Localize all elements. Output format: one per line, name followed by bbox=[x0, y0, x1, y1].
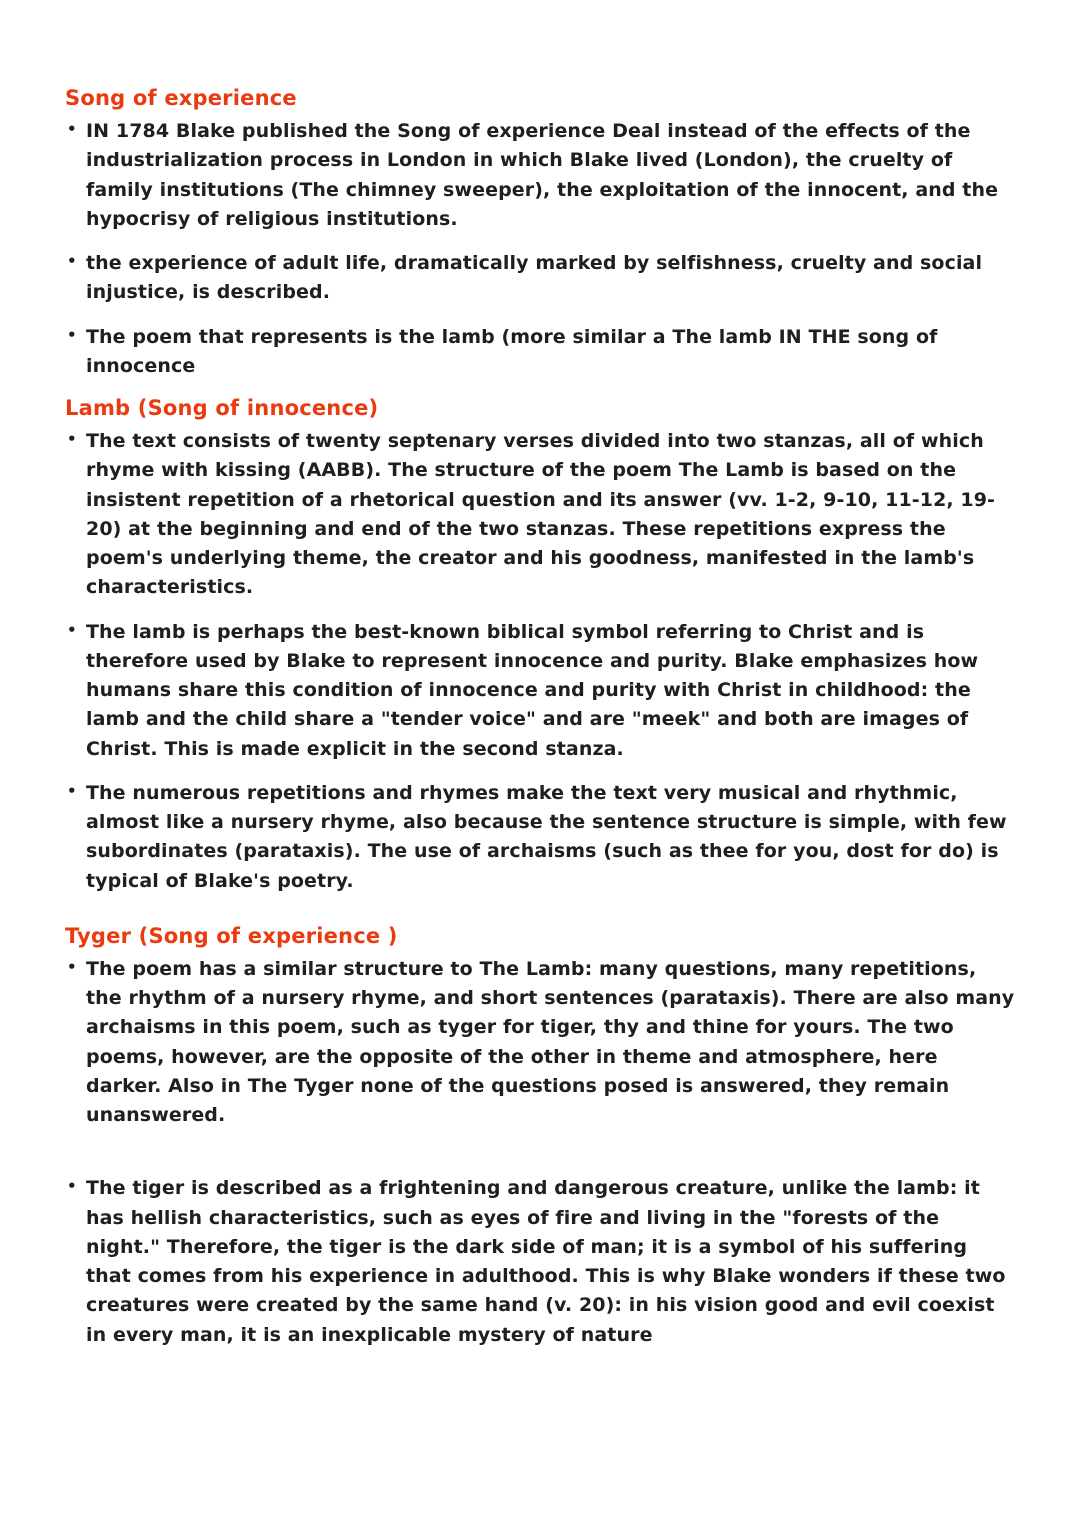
bullet-item: • The tiger is described as a frightening and dangerous creature, unlike the lamb: it has hellish characteristics, such as eyes of fire and living in the "forests of the night." Therefore, the tiger is the dark side of man; it is a symbol of his suffering that comes from his experience in adulthood. This is why Blake wonders if these two creatures were created by the same hand (v. 20): in his vision good and evil coexist in every man, it is an inexplicable mystery of nature bbox=[65, 1174, 1016, 1350]
bullet-list bbox=[65, 427, 1016, 896]
section-lamb-song-of-innocence bbox=[65, 396, 1016, 896]
section-heading-tyger: Tyger (Song of experience ) bbox=[65, 923, 398, 948]
section-heading-song-of-experience: Song of experience bbox=[65, 86, 297, 110]
bullet-item: • The numerous repetitions and rhymes make the text very musical and rhythmic, almost like a nursery rhyme, also because the sentence structure is simple, with few subordinates (parataxis). The use of archaisms (such as thee for you, dost for do) is typical of Blake's poetry. bbox=[65, 779, 1016, 896]
bullet-item: • The lamb is perhaps the best-known biblical symbol referring to Christ and is therefore used by Blake to represent innocence and purity. Blake emphasizes how humans share this condition of innocence and purity with Christ in childhood: the lamb and the child share a "tender voice" and are "meek" and both are images of Christ. This is made explicit in the second stanza. bbox=[65, 618, 1016, 764]
bullet-item: • The text consists of twenty septenary verses divided into two stanzas, all of which rhyme with kissing (AABB). The structure of the poem The Lamb is based on the insistent repetition of a rhetorical question and its answer (vv. 1-2, 9-10, 11-12, 19-20) at the beginning and end of the two stanzas. These repetitions express the poem's underlying theme, the creator and his goodness, manifested in the lamb's characteristics. bbox=[65, 427, 1016, 603]
bullet-item: • The poem that represents is the lamb (more similar a The lamb IN THE song of innocence bbox=[65, 323, 1016, 382]
bullet-item: • the experience of adult life, dramatically marked by selfishness, cruelty and social injustice, is described. bbox=[65, 249, 1016, 308]
bullet-item: • The poem has a similar structure to The Lamb: many questions, many repetitions, the rhythm of a nursery rhyme, and short sentences (parataxis). There are also many archaisms in this poem, such as tyger for tiger, thy and thine for yours. The two poems, however, are the opposite of the other in theme and atmosphere, here darker. Also in The Tyger none of the questions posed is answered, they remain unanswered. bbox=[65, 955, 1016, 1131]
bullet-item: • IN 1784 Blake published the Song of experience Deal instead of the effects of the industrialization process in London in which Blake lived (London), the cruelty of family institutions (The chimney sweeper), the exploitation of the innocent, and the hypocrisy of religious institutions. bbox=[65, 117, 1016, 234]
section-heading-lamb: Lamb (Song of innocence) bbox=[65, 396, 379, 420]
bullet-list bbox=[65, 955, 1016, 1350]
bullet-list bbox=[65, 117, 1016, 381]
section-song-of-experience bbox=[65, 86, 1016, 381]
section-tyger-song-of-experience bbox=[65, 924, 1016, 1350]
